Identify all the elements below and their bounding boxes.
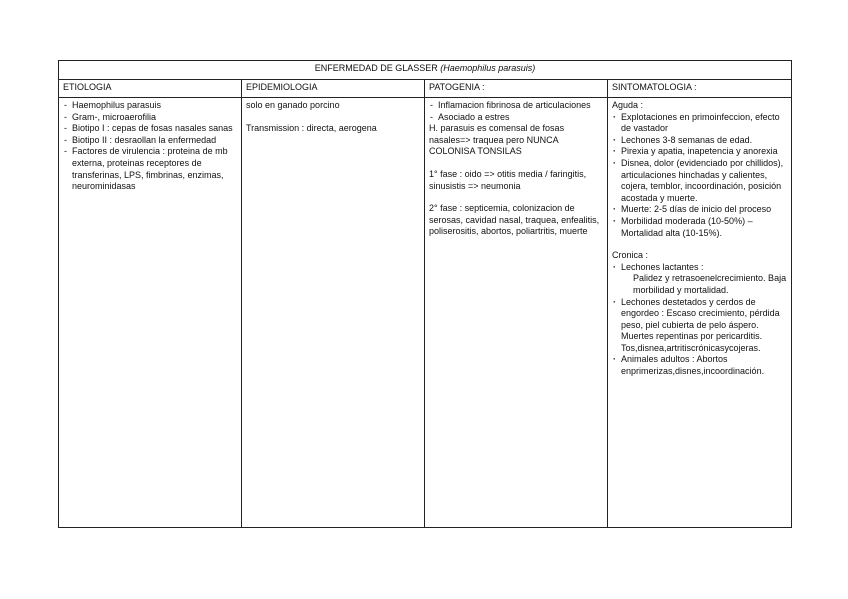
epidemiologia-line: Transmission : directa, aerogena [246, 122, 377, 133]
list-item: - Factores de virulencia : proteina de mb externa, proteinas receptores de transferinas, LPS, fimbrinas, enzimas, neurominidasas [63, 146, 237, 192]
list-item: - Gram-, microaerofilia [63, 112, 237, 124]
title-row [59, 61, 792, 80]
patogenia-fase-1: 1° fase : oido => otitis media / faringitis, sinusistis => neumonia [429, 168, 587, 191]
spacer [429, 158, 603, 169]
spacer [612, 239, 787, 250]
etiologia-cell [59, 98, 242, 528]
list-item: · Animales adultos : Abortos enprimerizas,disnes,incoordinación. [612, 354, 787, 377]
content-row [59, 98, 792, 528]
document-page [58, 60, 792, 528]
list-item: · Muerte: 2-5 días de inicio del proceso [612, 204, 787, 216]
list-item [612, 262, 787, 297]
list-item: - Inflamacion fibrinosa de articulaciones [429, 100, 603, 112]
destetados-extra: Tos,disnea,artritiscrónicasycojeras. [621, 342, 761, 353]
list-item: · Lechones 3-8 semanas de edad. [612, 135, 787, 147]
aguda-list [612, 112, 787, 240]
patogenia-fase-2: 2° fase : septicemia, colonizacion de serosas, cavidad nasal, traquea, enfealitis, poliserositis, abortos, poliartritis, muerte [429, 203, 600, 237]
etiologia-list [63, 100, 237, 193]
list-item [612, 297, 787, 355]
list-item: · Pirexia y apatia, inapetencia y anorexia [612, 146, 787, 158]
list-item: · Morbilidad moderada (10-50%) – Mortalidad alta (10-15%). [612, 216, 787, 239]
header-epidemiologia: EPIDEMIOLOGIA [242, 80, 425, 98]
epidemiologia-line: solo en ganado porcino [246, 100, 340, 110]
list-item: · Explotaciones en primoinfeccion, efecto de vastador [612, 112, 787, 135]
epidemiologia-cell [242, 98, 425, 528]
glasser-disease-table [58, 60, 792, 528]
header-row [59, 80, 792, 98]
table-title [59, 61, 792, 80]
sintomatologia-cell [608, 98, 792, 528]
header-patogenia: PATOGENIA : [425, 80, 608, 98]
patogenia-list [429, 100, 603, 123]
header-sintomatologia: SINTOMATOLOGIA : [608, 80, 792, 98]
list-item: - Biotipo II : desraollan la enfermedad [63, 135, 237, 147]
list-item: - Biotipo I : cepas de fosas nasales sanas [63, 123, 237, 135]
patogenia-cell [425, 98, 608, 528]
lactantes-label: Lechones lactantes : [621, 261, 704, 272]
title-text: ENFERMEDAD DE GLASSER [314, 63, 438, 73]
list-item: · Disnea, dolor (evidenciado por chillidos), articulaciones hinchadas y calientes, cojera, temblor, incoordinación, posición acostada y muerte. [612, 158, 787, 204]
header-etiologia: ETIOLOGIA [59, 80, 242, 98]
aguda-title: Aguda : [612, 100, 644, 110]
lactantes-detail: Palidez y retrasoenelcrecimiento. Baja morbilidad y mortalidad. [633, 273, 787, 295]
destetados-text: Lechones destetados y cerdos de engordeo : Escaso crecimiento, pérdida peso, piel cubierta de pelo áspero. Muertes repentinas por pericarditis. [621, 296, 780, 342]
spacer [429, 192, 603, 203]
patogenia-paragraph: H. parasuis es comensal de fosas nasales=> traquea pero NUNCA COLONISA TONSILAS [429, 123, 565, 157]
title-species: (Haemophilus parasuis) [440, 63, 536, 73]
cronica-list [612, 262, 787, 378]
list-item: - Asociado a estres [429, 112, 603, 124]
spacer [246, 112, 420, 123]
list-item: - Haemophilus parasuis [63, 100, 237, 112]
cronica-title: Cronica : [612, 250, 649, 261]
